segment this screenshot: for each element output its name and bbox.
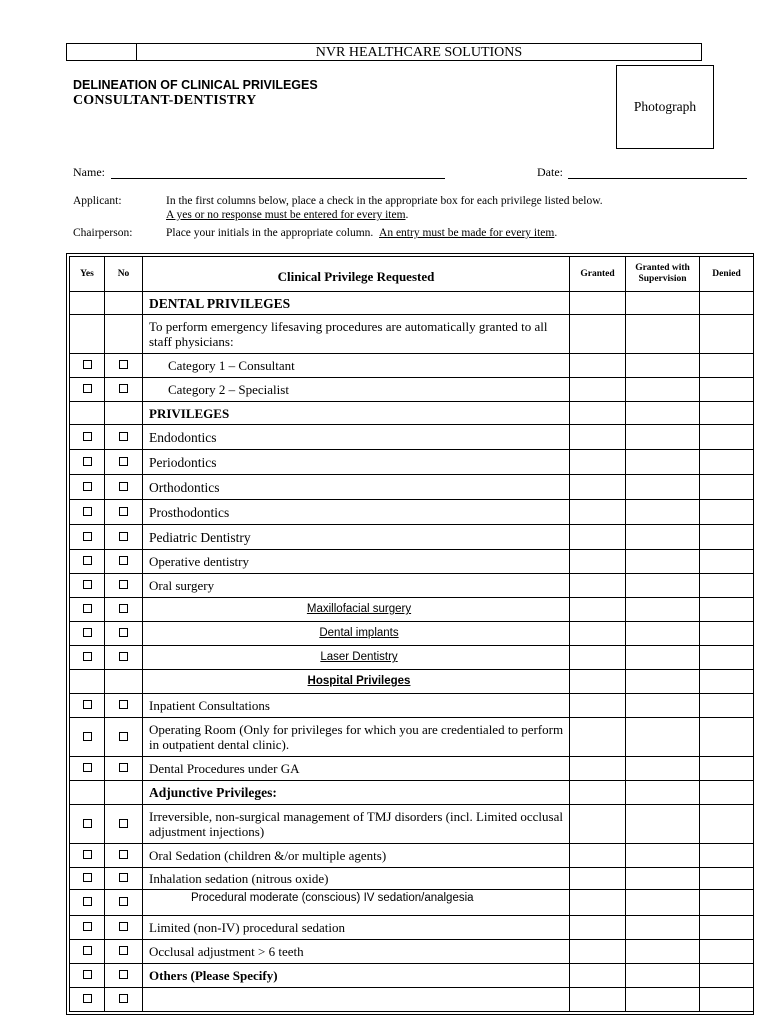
granted-cell[interactable]	[570, 988, 626, 1012]
granted-with-supervision-cell[interactable]	[626, 598, 700, 622]
granted-cell[interactable]	[570, 292, 626, 315]
privilege-label: Pediatric Dentistry	[143, 525, 570, 550]
yes-cell[interactable]	[70, 646, 105, 670]
granted-cell[interactable]	[570, 844, 626, 868]
yes-checkbox[interactable]	[83, 432, 92, 441]
granted-cell[interactable]	[570, 940, 626, 964]
header-no: No	[105, 257, 143, 292]
chairperson-underlined-text: An entry must be made for every item	[379, 227, 555, 239]
no-cell[interactable]	[105, 646, 143, 670]
table-body	[70, 292, 754, 1012]
yes-checkbox[interactable]	[83, 700, 92, 709]
granted-with-supervision-cell[interactable]	[626, 670, 700, 694]
privilege-label: Endodontics	[143, 425, 570, 450]
yes-cell[interactable]	[70, 378, 105, 402]
yes-cell	[70, 315, 105, 354]
yes-cell[interactable]	[70, 890, 105, 916]
granted-with-supervision-cell[interactable]	[626, 781, 700, 805]
yes-cell[interactable]	[70, 844, 105, 868]
no-checkbox[interactable]	[119, 360, 128, 369]
denied-cell[interactable]	[700, 292, 754, 315]
table-row	[70, 964, 754, 988]
privilege-label: Irreversible, non-surgical management of TMJ disorders (incl. Limited occlusal adjustment injections)	[143, 805, 570, 844]
denied-cell[interactable]	[700, 315, 754, 354]
privilege-label: Laser Dentistry	[143, 646, 570, 670]
yes-checkbox[interactable]	[83, 556, 92, 565]
table-row	[70, 402, 754, 425]
yes-cell[interactable]	[70, 475, 105, 500]
granted-cell[interactable]	[570, 622, 626, 646]
chairperson-instructions: Place your initials in the appropriate column. An entry must be made for every item.	[166, 227, 558, 239]
privilege-label: To perform emergency lifesaving procedures are automatically granted to all staff physicians:	[143, 315, 570, 354]
no-cell[interactable]	[105, 425, 143, 450]
privileges-grid	[69, 256, 754, 1012]
granted-with-supervision-cell[interactable]	[626, 646, 700, 670]
no-cell	[105, 402, 143, 425]
granted-with-supervision-cell[interactable]	[626, 757, 700, 781]
privilege-label: Periodontics	[143, 450, 570, 475]
granted-with-supervision-cell[interactable]	[626, 574, 700, 598]
privilege-label: Inhalation sedation (nitrous oxide)	[143, 868, 570, 890]
no-cell	[105, 670, 143, 694]
privilege-label: Hospital Privileges	[143, 670, 570, 694]
yes-checkbox[interactable]	[83, 732, 92, 741]
yes-cell	[70, 402, 105, 425]
granted-cell[interactable]	[570, 598, 626, 622]
granted-cell[interactable]	[570, 781, 626, 805]
no-checkbox[interactable]	[119, 994, 128, 1003]
denied-cell[interactable]	[700, 670, 754, 694]
granted-cell[interactable]	[570, 315, 626, 354]
no-cell[interactable]	[105, 598, 143, 622]
no-cell[interactable]	[105, 574, 143, 598]
no-cell[interactable]	[105, 890, 143, 916]
no-checkbox[interactable]	[119, 732, 128, 741]
denied-cell[interactable]	[700, 805, 754, 844]
yes-cell	[70, 292, 105, 315]
yes-cell[interactable]	[70, 550, 105, 574]
no-checkbox[interactable]	[119, 628, 128, 637]
no-cell[interactable]	[105, 844, 143, 868]
no-checkbox[interactable]	[119, 432, 128, 441]
no-cell[interactable]	[105, 475, 143, 500]
document-subtitle: CONSULTANT-DENTISTRY	[73, 93, 257, 108]
no-checkbox[interactable]	[119, 850, 128, 859]
table-row	[70, 425, 754, 450]
granted-cell[interactable]	[570, 670, 626, 694]
granted-cell[interactable]	[570, 475, 626, 500]
no-cell[interactable]	[105, 550, 143, 574]
granted-with-supervision-cell[interactable]	[626, 525, 700, 550]
denied-cell[interactable]	[700, 781, 754, 805]
granted-cell[interactable]	[570, 694, 626, 718]
document-title: DELINEATION OF CLINICAL PRIVILEGES	[73, 78, 318, 92]
granted-with-supervision-cell[interactable]	[626, 890, 700, 916]
privilege-label: Prosthodontics	[143, 500, 570, 525]
denied-cell[interactable]	[700, 890, 754, 916]
header-denied: Denied	[700, 257, 754, 292]
yes-checkbox[interactable]	[83, 628, 92, 637]
denied-cell[interactable]	[700, 475, 754, 500]
denied-cell[interactable]	[700, 964, 754, 988]
name-label: Name:	[73, 165, 105, 179]
granted-with-supervision-cell[interactable]	[626, 694, 700, 718]
no-checkbox[interactable]	[119, 873, 128, 882]
header-bar	[66, 43, 702, 61]
granted-cell[interactable]	[570, 646, 626, 670]
table-row	[70, 550, 754, 574]
denied-cell[interactable]	[700, 940, 754, 964]
no-checkbox[interactable]	[119, 556, 128, 565]
table-row	[70, 757, 754, 781]
granted-cell[interactable]	[570, 378, 626, 402]
header-privilege-requested: Clinical Privilege Requested	[143, 257, 570, 292]
granted-cell[interactable]	[570, 402, 626, 425]
header-granted-with-supervision: Granted with Supervision	[626, 257, 700, 292]
header-left-cell	[67, 44, 137, 60]
applicant-instructions: In the first columns below, place a check in the appropriate box for each privilege listed below. A yes or no response must be entered for every item.	[166, 194, 706, 222]
yes-cell[interactable]	[70, 988, 105, 1012]
granted-with-supervision-cell[interactable]	[626, 916, 700, 940]
yes-checkbox[interactable]	[83, 994, 92, 1003]
no-cell	[105, 315, 143, 354]
table-row	[70, 844, 754, 868]
granted-with-supervision-cell[interactable]	[626, 964, 700, 988]
granted-cell[interactable]	[570, 805, 626, 844]
no-cell[interactable]	[105, 718, 143, 757]
yes-cell[interactable]	[70, 964, 105, 988]
no-checkbox[interactable]	[119, 580, 128, 589]
yes-checkbox[interactable]	[83, 897, 92, 906]
table-row	[70, 450, 754, 475]
denied-cell[interactable]	[700, 622, 754, 646]
yes-cell[interactable]	[70, 574, 105, 598]
yes-cell[interactable]	[70, 805, 105, 844]
table-row	[70, 525, 754, 550]
granted-cell[interactable]	[570, 890, 626, 916]
granted-with-supervision-cell[interactable]	[626, 425, 700, 450]
yes-cell[interactable]	[70, 598, 105, 622]
yes-cell[interactable]	[70, 500, 105, 525]
table-row	[70, 574, 754, 598]
privilege-label: Orthodontics	[143, 475, 570, 500]
denied-cell[interactable]	[700, 694, 754, 718]
no-cell[interactable]	[105, 964, 143, 988]
granted-with-supervision-cell[interactable]	[626, 988, 700, 1012]
table-row	[70, 500, 754, 525]
table-row	[70, 718, 754, 757]
table-row	[70, 781, 754, 805]
no-checkbox[interactable]	[119, 700, 128, 709]
yes-cell[interactable]	[70, 425, 105, 450]
denied-cell[interactable]	[700, 425, 754, 450]
table-row	[70, 354, 754, 378]
table-row	[70, 916, 754, 940]
table-row	[70, 622, 754, 646]
chairperson-label: Chairperson:	[73, 227, 133, 239]
privilege-label: Oral Sedation (children &/or multiple agents)	[143, 844, 570, 868]
denied-cell[interactable]	[700, 988, 754, 1012]
denied-cell[interactable]	[700, 757, 754, 781]
granted-cell[interactable]	[570, 500, 626, 525]
no-cell[interactable]	[105, 940, 143, 964]
privilege-label: PRIVILEGES	[143, 402, 570, 425]
no-checkbox[interactable]	[119, 897, 128, 906]
applicant-label: Applicant:	[73, 195, 122, 207]
photograph-label: Photograph	[633, 99, 697, 114]
privilege-label	[143, 988, 570, 1012]
table-row	[70, 694, 754, 718]
yes-checkbox[interactable]	[83, 457, 92, 466]
denied-cell[interactable]	[700, 598, 754, 622]
date-field[interactable]	[568, 178, 747, 179]
privilege-label: Others (Please Specify)	[143, 964, 570, 988]
no-checkbox[interactable]	[119, 482, 128, 491]
privileges-table	[66, 253, 754, 1015]
table-row	[70, 292, 754, 315]
yes-cell[interactable]	[70, 868, 105, 890]
yes-checkbox[interactable]	[83, 360, 92, 369]
yes-checkbox[interactable]	[83, 532, 92, 541]
table-row	[70, 378, 754, 402]
no-checkbox[interactable]	[119, 604, 128, 613]
privilege-label: Category 2 – Specialist	[143, 378, 570, 402]
yes-cell[interactable]	[70, 940, 105, 964]
table-row	[70, 988, 754, 1012]
no-checkbox[interactable]	[119, 946, 128, 955]
no-cell	[105, 292, 143, 315]
denied-cell[interactable]	[700, 354, 754, 378]
granted-with-supervision-cell[interactable]	[626, 378, 700, 402]
granted-cell[interactable]	[570, 354, 626, 378]
denied-cell[interactable]	[700, 916, 754, 940]
privilege-label: DENTAL PRIVILEGES	[143, 292, 570, 315]
granted-with-supervision-cell[interactable]	[626, 475, 700, 500]
granted-with-supervision-cell[interactable]	[626, 450, 700, 475]
denied-cell[interactable]	[700, 718, 754, 757]
granted-cell[interactable]	[570, 525, 626, 550]
table-row	[70, 598, 754, 622]
denied-cell[interactable]	[700, 646, 754, 670]
yes-cell[interactable]	[70, 757, 105, 781]
no-cell[interactable]	[105, 757, 143, 781]
no-cell[interactable]	[105, 868, 143, 890]
no-cell[interactable]	[105, 622, 143, 646]
table-row	[70, 940, 754, 964]
no-checkbox[interactable]	[119, 922, 128, 931]
table-row	[70, 646, 754, 670]
no-checkbox[interactable]	[119, 819, 128, 828]
no-cell[interactable]	[105, 525, 143, 550]
granted-with-supervision-cell[interactable]	[626, 315, 700, 354]
yes-cell[interactable]	[70, 450, 105, 475]
no-cell[interactable]	[105, 378, 143, 402]
denied-cell[interactable]	[700, 378, 754, 402]
yes-checkbox[interactable]	[83, 763, 92, 772]
denied-cell[interactable]	[700, 574, 754, 598]
yes-checkbox[interactable]	[83, 873, 92, 882]
yes-checkbox[interactable]	[83, 580, 92, 589]
denied-cell[interactable]	[700, 450, 754, 475]
table-row	[70, 890, 754, 916]
granted-cell[interactable]	[570, 450, 626, 475]
privilege-label: Operative dentistry	[143, 550, 570, 574]
yes-checkbox[interactable]	[83, 946, 92, 955]
yes-checkbox[interactable]	[83, 819, 92, 828]
granted-with-supervision-cell[interactable]	[626, 354, 700, 378]
privilege-label: Oral surgery	[143, 574, 570, 598]
no-checkbox[interactable]	[119, 532, 128, 541]
privilege-label: Adjunctive Privileges:	[143, 781, 570, 805]
no-cell[interactable]	[105, 500, 143, 525]
table-header-row	[70, 257, 754, 292]
privilege-label: Procedural moderate (conscious) IV sedation/analgesia	[143, 890, 570, 916]
header-yes: Yes	[70, 257, 105, 292]
applicant-underlined-text: A yes or no response must be entered for every item	[166, 209, 406, 221]
granted-cell[interactable]	[570, 718, 626, 757]
denied-cell[interactable]	[700, 402, 754, 425]
denied-cell[interactable]	[700, 868, 754, 890]
privilege-label: Operating Room (Only for privileges for which you are credentialed to perform in outpatient dental clinic).	[143, 718, 570, 757]
yes-cell[interactable]	[70, 916, 105, 940]
granted-cell[interactable]	[570, 916, 626, 940]
yes-cell[interactable]	[70, 718, 105, 757]
granted-with-supervision-cell[interactable]	[626, 622, 700, 646]
photograph-box	[616, 65, 714, 149]
table-row	[70, 315, 754, 354]
no-checkbox[interactable]	[119, 763, 128, 772]
granted-cell[interactable]	[570, 964, 626, 988]
yes-checkbox[interactable]	[83, 850, 92, 859]
header-granted: Granted	[570, 257, 626, 292]
granted-with-supervision-cell[interactable]	[626, 718, 700, 757]
yes-checkbox[interactable]	[83, 384, 92, 393]
yes-cell[interactable]	[70, 525, 105, 550]
yes-checkbox[interactable]	[83, 922, 92, 931]
applicant-text: In the first columns below, place a check in the appropriate box for each privilege listed below.	[166, 195, 603, 207]
yes-checkbox[interactable]	[83, 652, 92, 661]
yes-cell[interactable]	[70, 622, 105, 646]
denied-cell[interactable]	[700, 500, 754, 525]
chairperson-text: Place your initials in the appropriate column.	[166, 227, 374, 239]
granted-with-supervision-cell[interactable]	[626, 868, 700, 890]
no-checkbox[interactable]	[119, 970, 128, 979]
privilege-label: Category 1 – Consultant	[143, 354, 570, 378]
privilege-label: Inpatient Consultations	[143, 694, 570, 718]
no-checkbox[interactable]	[119, 384, 128, 393]
privilege-label: Maxillofacial surgery	[143, 598, 570, 622]
no-cell	[105, 781, 143, 805]
yes-cell[interactable]	[70, 354, 105, 378]
granted-with-supervision-cell[interactable]	[626, 402, 700, 425]
denied-cell[interactable]	[700, 844, 754, 868]
no-checkbox[interactable]	[119, 507, 128, 516]
privilege-label: Dental Procedures under GA	[143, 757, 570, 781]
no-cell[interactable]	[105, 450, 143, 475]
granted-cell[interactable]	[570, 757, 626, 781]
granted-with-supervision-cell[interactable]	[626, 500, 700, 525]
no-cell[interactable]	[105, 988, 143, 1012]
table-row	[70, 868, 754, 890]
table-row	[70, 670, 754, 694]
granted-cell[interactable]	[570, 425, 626, 450]
yes-checkbox[interactable]	[83, 482, 92, 491]
privilege-label: Dental implants	[143, 622, 570, 646]
yes-checkbox[interactable]	[83, 604, 92, 613]
no-checkbox[interactable]	[119, 457, 128, 466]
granted-cell[interactable]	[570, 868, 626, 890]
date-label: Date:	[537, 165, 563, 179]
granted-with-supervision-cell[interactable]	[626, 805, 700, 844]
granted-cell[interactable]	[570, 550, 626, 574]
granted-with-supervision-cell[interactable]	[626, 940, 700, 964]
granted-cell[interactable]	[570, 574, 626, 598]
no-cell[interactable]	[105, 354, 143, 378]
no-cell[interactable]	[105, 805, 143, 844]
yes-cell	[70, 781, 105, 805]
denied-cell[interactable]	[700, 525, 754, 550]
table-row	[70, 475, 754, 500]
no-checkbox[interactable]	[119, 652, 128, 661]
granted-with-supervision-cell[interactable]	[626, 844, 700, 868]
granted-with-supervision-cell[interactable]	[626, 292, 700, 315]
privilege-label: Occlusal adjustment > 6 teeth	[143, 940, 570, 964]
no-cell[interactable]	[105, 916, 143, 940]
yes-cell	[70, 670, 105, 694]
yes-checkbox[interactable]	[83, 507, 92, 516]
name-field[interactable]	[111, 178, 445, 179]
granted-with-supervision-cell[interactable]	[626, 550, 700, 574]
privilege-label: Limited (non-IV) procedural sedation	[143, 916, 570, 940]
denied-cell[interactable]	[700, 550, 754, 574]
yes-checkbox[interactable]	[83, 970, 92, 979]
yes-cell[interactable]	[70, 694, 105, 718]
table-row	[70, 805, 754, 844]
no-cell[interactable]	[105, 694, 143, 718]
company-name: NVR HEALTHCARE SOLUTIONS	[315, 45, 523, 60]
